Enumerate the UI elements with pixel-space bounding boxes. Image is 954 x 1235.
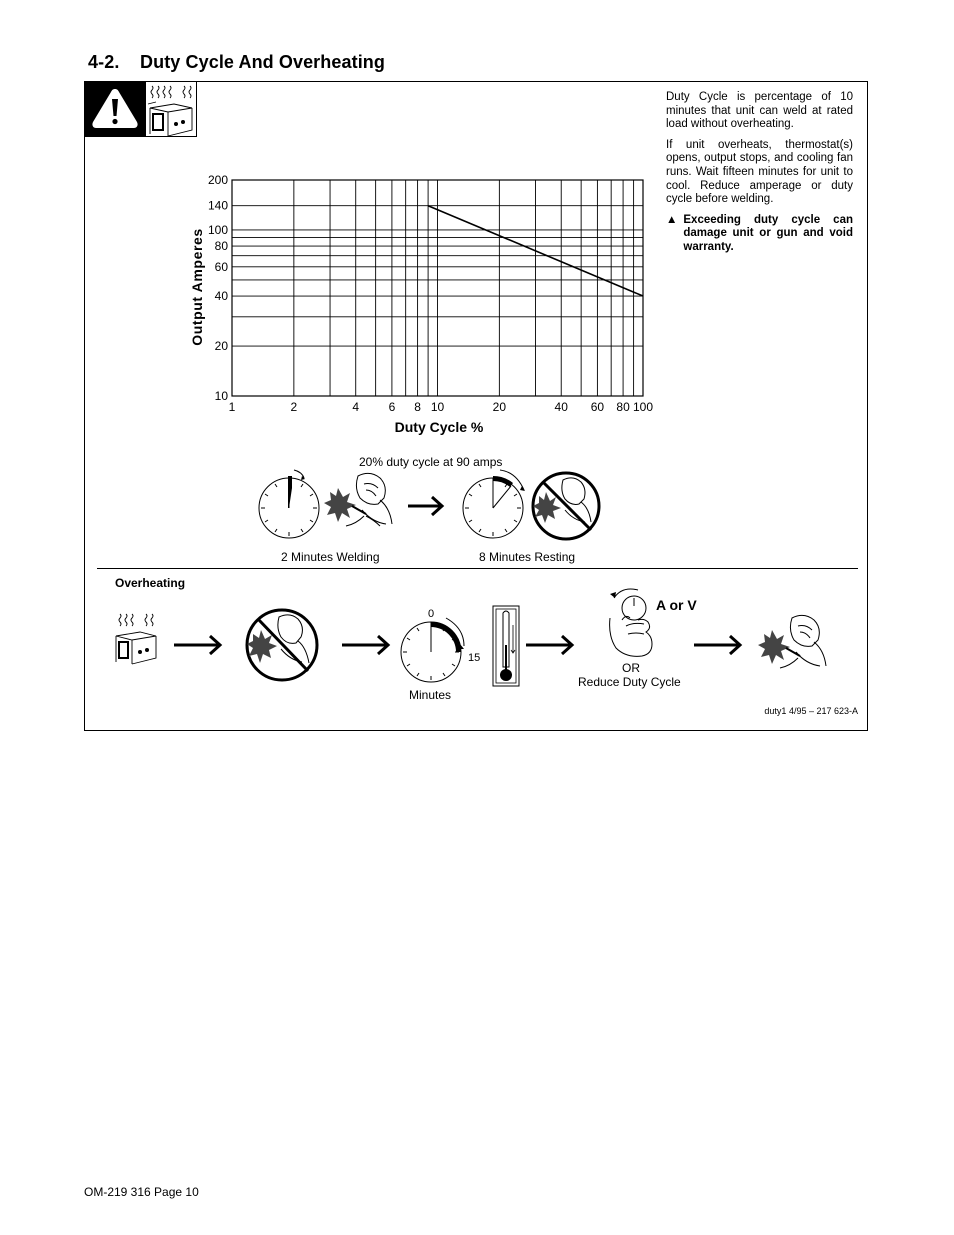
- stopwatch-icon: [460, 466, 532, 540]
- y-axis-label: Output Amperes: [189, 228, 205, 346]
- arrow-right-icon: [524, 633, 576, 657]
- intro-text: [666, 91, 853, 255]
- x-tick-label: 20: [492, 400, 507, 414]
- warning-triangle-icon: ▲: [666, 213, 678, 226]
- stopwatch-icon: [398, 614, 470, 686]
- y-tick-labels: [208, 173, 228, 403]
- y-tick-label: 200: [207, 173, 228, 187]
- section-title: [88, 52, 385, 73]
- arrow-right-icon: [406, 494, 446, 518]
- x-tick-label: 60: [590, 400, 605, 414]
- y-tick-label: 20: [214, 339, 228, 354]
- no-welding-icon: [243, 606, 321, 684]
- section-heading: Duty Cycle And Overheating: [140, 52, 385, 72]
- minutes-label: Minutes: [409, 688, 452, 702]
- warning-text: Exceeding duty cycle can damage unit or gun and void warranty.: [683, 213, 853, 253]
- warning-statement: [666, 214, 853, 255]
- welder-icon: [322, 470, 396, 536]
- or-label: OR: [622, 661, 640, 675]
- x-tick-label: 10: [430, 400, 445, 414]
- chart-grid: [232, 180, 643, 396]
- x-tick-label: 8: [414, 400, 421, 414]
- no-welding-icon: [529, 470, 603, 542]
- adjust-label: A or V: [656, 597, 697, 613]
- reduce-duty-label: Reduce Duty Cycle: [578, 675, 681, 689]
- duty-cycle-chart: [170, 165, 660, 450]
- x-tick-label: 80: [616, 400, 630, 414]
- x-tick-label: 100: [632, 400, 654, 414]
- hot-unit-icon: [112, 612, 162, 666]
- overheating-heading: Overheating: [115, 576, 186, 590]
- warning-icon: [84, 81, 146, 137]
- x-tick-label: 1: [228, 400, 236, 414]
- y-tick-label: 40: [214, 289, 228, 304]
- hot-unit-frame: [145, 81, 197, 137]
- y-tick-label: 80: [214, 239, 228, 254]
- section-number: 4-2.: [88, 52, 120, 72]
- thermometer-icon: [492, 605, 520, 687]
- hot-unit-icon: [146, 82, 196, 136]
- welder-icon: [756, 612, 830, 678]
- divider: [97, 568, 858, 569]
- duty-cycle-definition: Duty Cycle is percentage of 10 minutes that unit can weld at rated load without overheating.: [666, 91, 853, 131]
- arrow-right-icon: [172, 633, 224, 657]
- timer-end-label: 15: [468, 652, 481, 664]
- overheat-explanation: If unit overheats, thermostat(s) opens, output stops, and cooling fan runs. Wait fifteen minutes for unit to cool. Reduce amperage or duty cycle before welding.: [666, 138, 853, 206]
- x-tick-label: 2: [290, 400, 298, 414]
- warning-badge: [84, 81, 146, 137]
- arrow-right-icon: [340, 633, 392, 657]
- example-caption: 20% duty cycle at 90 amps: [359, 455, 503, 469]
- resting-label: 8 Minutes Resting: [479, 550, 576, 564]
- y-tick-label: 100: [207, 222, 228, 237]
- y-tick-label: 140: [207, 198, 228, 213]
- y-tick-label: 10: [214, 389, 228, 403]
- timer-start-label: 0: [428, 608, 435, 620]
- welding-label: 2 Minutes Welding: [281, 550, 380, 564]
- page-footer: OM-219 316 Page 10: [84, 1185, 199, 1199]
- x-tick-label: 4: [352, 400, 360, 414]
- adjust-knob-icon: [604, 584, 660, 660]
- x-tick-labels: [229, 400, 654, 414]
- stopwatch-icon: [256, 466, 328, 540]
- x-tick-label: 6: [388, 400, 396, 414]
- x-tick-label: 40: [554, 400, 568, 414]
- document-code: duty1 4/95 – 217 623-A: [764, 706, 858, 716]
- x-axis-label: Duty Cycle %: [394, 419, 484, 435]
- arrow-right-icon: [692, 633, 744, 657]
- y-tick-label: 60: [214, 259, 228, 274]
